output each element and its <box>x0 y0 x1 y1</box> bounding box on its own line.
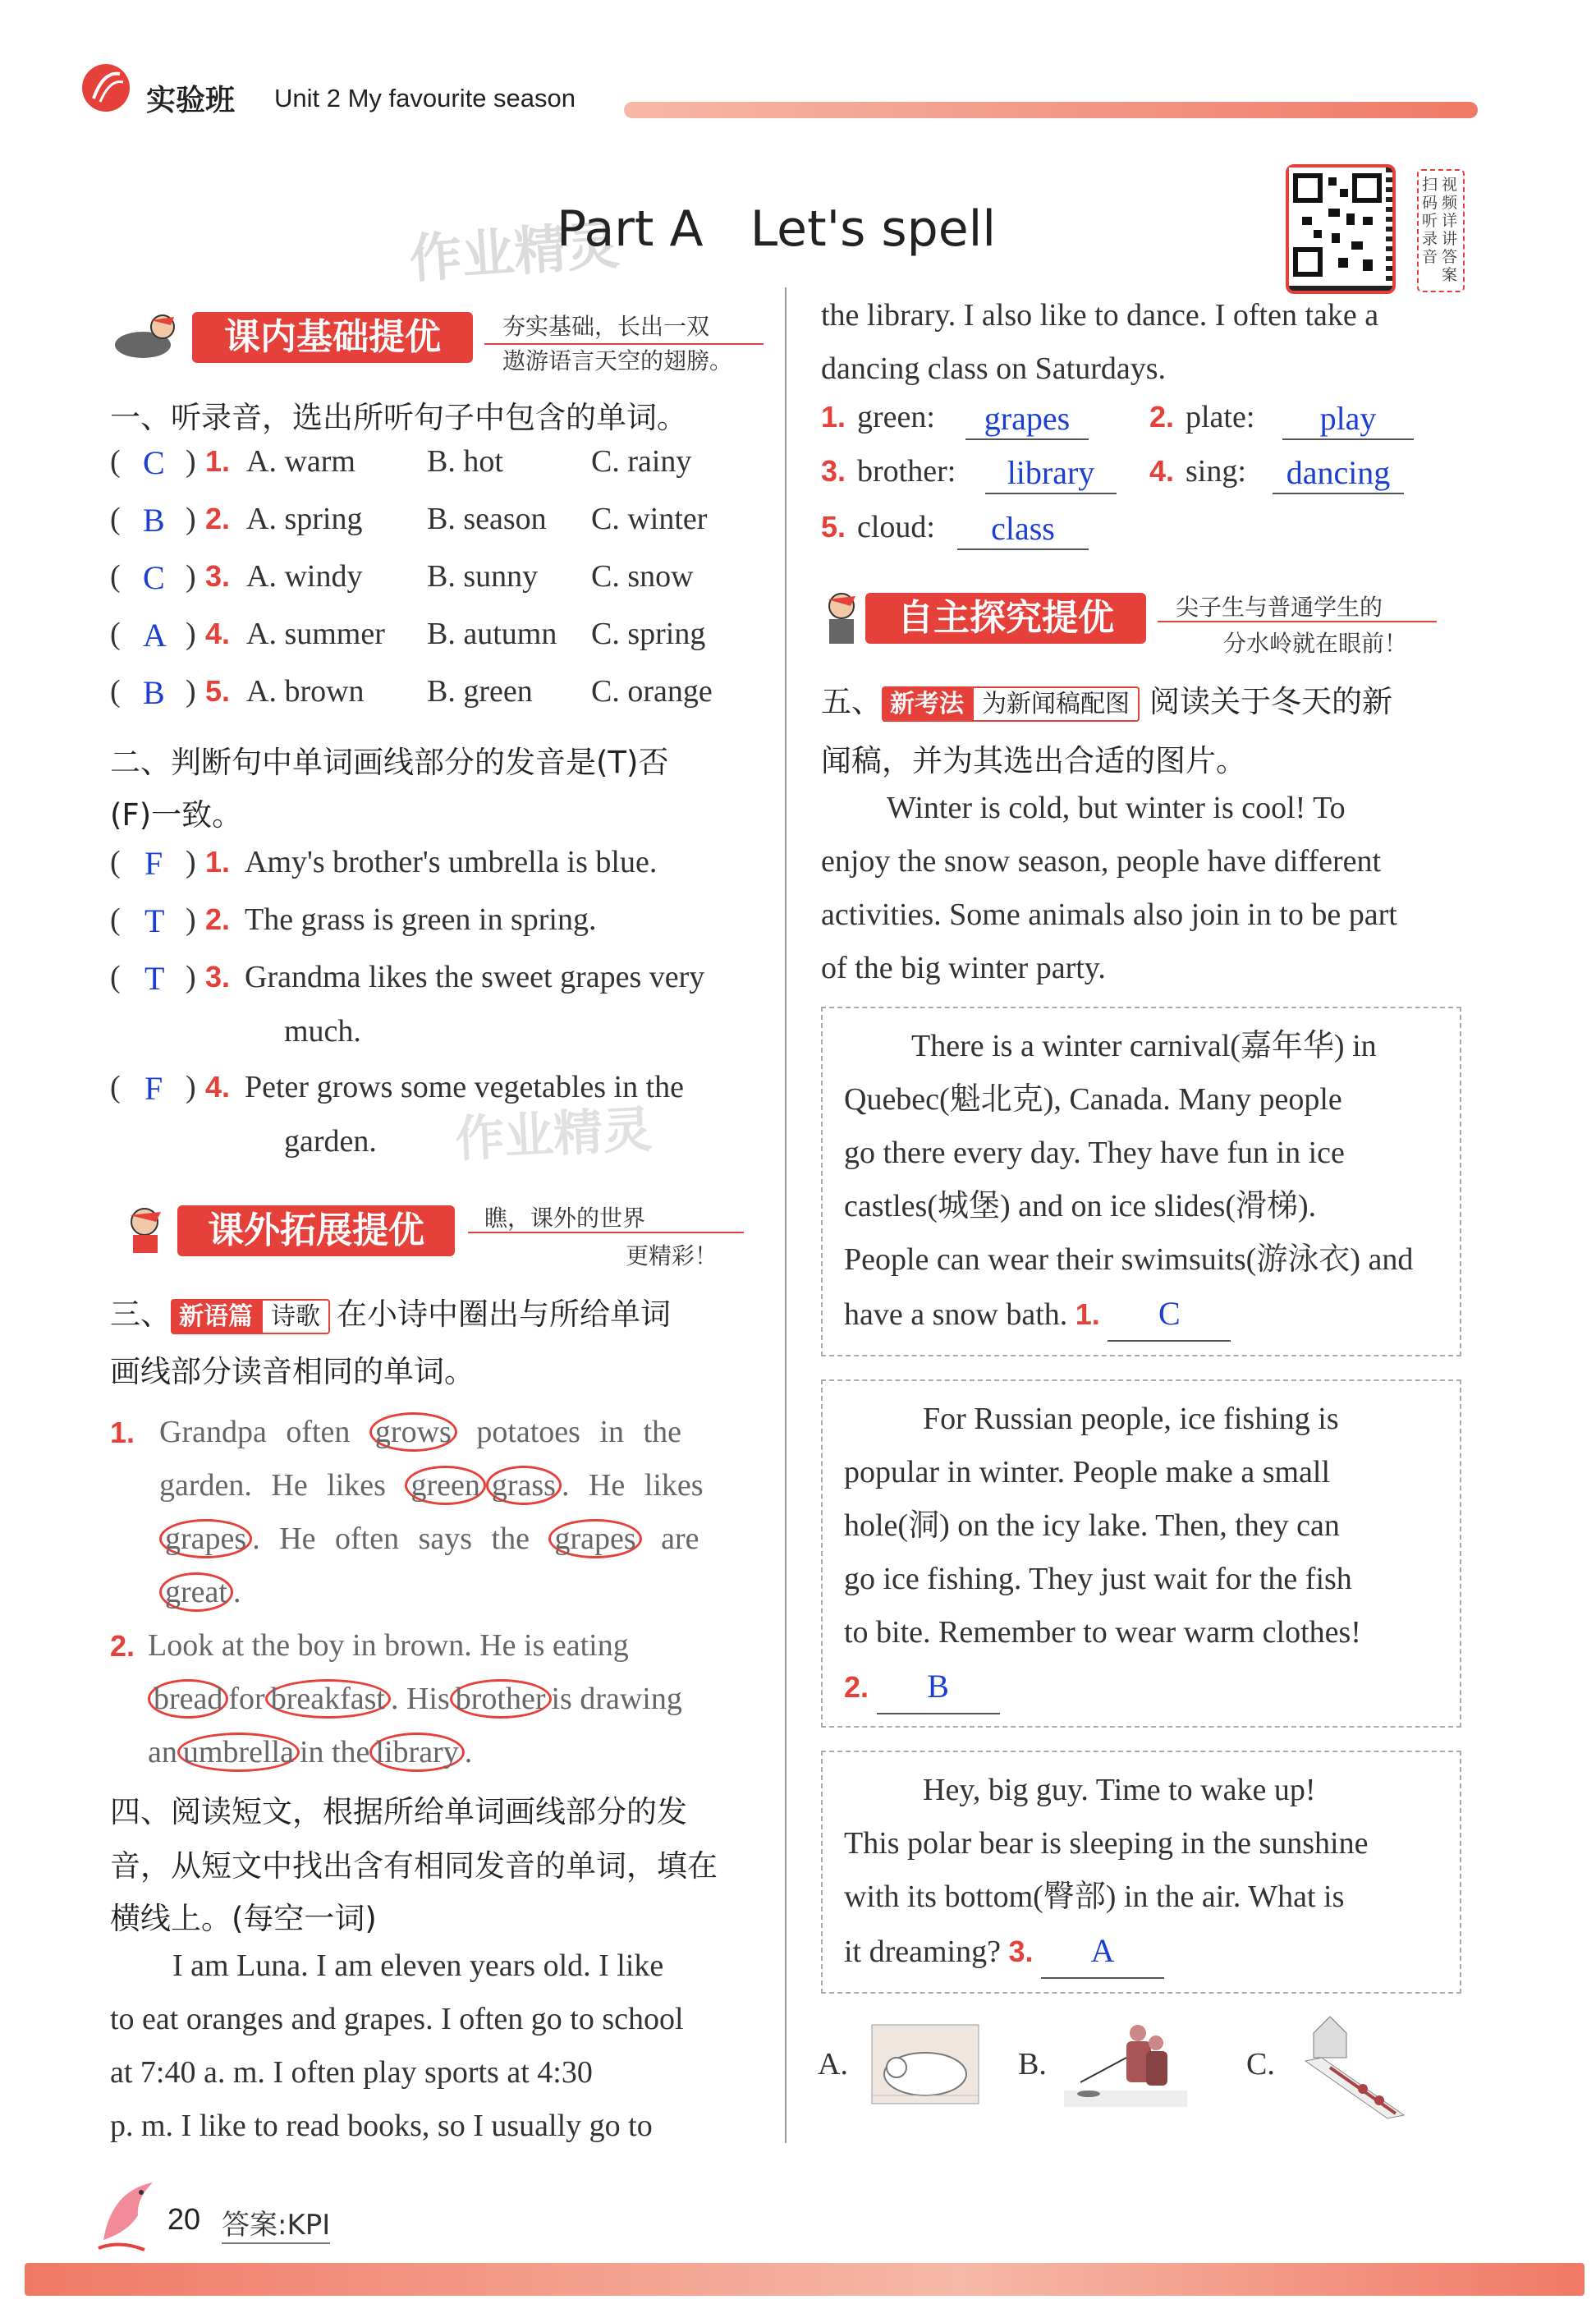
q3-circled-word[interactable]: grapes <box>159 1519 252 1558</box>
q1-option-c: C. winter <box>591 502 708 536</box>
ice-slide-picture-icon[interactable] <box>1297 2008 1420 2122</box>
q3-circled-word[interactable]: grapes <box>548 1519 641 1558</box>
q4-answer-row-2 <box>821 453 1478 503</box>
q2-sentence: Amy's brother's umbrella is blue. <box>245 845 658 879</box>
section-banner-self: 自主探究提优 <box>865 593 1146 644</box>
q3-circled-word[interactable]: grass <box>486 1466 562 1505</box>
slogan-basic-1: 夯实基础，长出一双 <box>502 313 710 340</box>
news-line: to bite. Remember to wear warm clothes! <box>844 1615 1361 1650</box>
news-answer-blank[interactable]: C <box>1108 1287 1231 1342</box>
q4-heading-3: 横线上。(每空一词) <box>110 1901 377 1936</box>
q4-passage-line: dancing class on Saturdays. <box>821 351 1167 386</box>
news-answer-number: 3. <box>1008 1935 1034 1968</box>
q2-heading: 二、判断句中单词画线部分的发音是(T)否 <box>110 745 669 780</box>
q2-item: ( F ) 4. Peter grows some vegetables in the garden. <box>110 1069 767 1168</box>
q4-answer-blank[interactable]: grapes <box>965 399 1089 440</box>
q1-answer[interactable]: A <box>143 617 167 654</box>
dolphin-mascot-icon <box>87 2174 169 2256</box>
q4-passage-line: to eat oranges and grapes. I often go to school <box>110 2002 684 2036</box>
q2-item: ( T ) 3. Grandma likes the sweet grapes very much. <box>110 959 767 1058</box>
pic-label-b: B. <box>1018 2047 1047 2081</box>
q4-given-word: plate: <box>1186 400 1255 434</box>
q2-answer[interactable]: T <box>144 902 165 939</box>
q3-text: . He often says the <box>252 1521 530 1556</box>
slogan-ext-2: 更精彩！ <box>626 1242 718 1269</box>
q3-text: . He likes <box>561 1468 704 1503</box>
news-answer-number: 2. <box>844 1670 869 1704</box>
slogan-ext-1: 瞧，课外的世界 <box>484 1205 646 1232</box>
news-line: popular in winter. People make a small <box>844 1455 1331 1489</box>
q2-number: 1. <box>205 845 231 879</box>
slogan-underline <box>484 343 764 345</box>
news-line: Hey, big guy. Time to wake up! <box>923 1773 1316 1807</box>
q1-number: 3. <box>205 559 231 593</box>
q3-text: Grandpa often <box>159 1415 351 1449</box>
news-answer-number: 1. <box>1075 1297 1100 1331</box>
q3-text: . <box>232 1575 241 1609</box>
news-line: Quebec(魁北克), Canada. Many people <box>844 1082 1342 1117</box>
q2-number: 4. <box>205 1070 231 1104</box>
news-line: go ice fishing. They just wait for the fish <box>844 1562 1352 1596</box>
q4-answer-number: 4. <box>1149 454 1175 488</box>
q3-poem-number: 1. <box>110 1416 135 1449</box>
q2-heading-2: (F)一致。 <box>110 797 243 833</box>
q4-given-word: brother: <box>857 454 956 489</box>
q3-circled-word[interactable]: breakfast <box>265 1679 391 1719</box>
q1-option-b: B. season <box>427 502 547 536</box>
q3-text: potatoes in the <box>476 1415 681 1449</box>
header-unit: Unit 2 My favourite season <box>274 84 576 112</box>
q1-number: 5. <box>205 674 231 708</box>
watermark-mid: 作业精灵 <box>453 1100 654 1169</box>
q3-text: garden. He likes <box>159 1468 386 1503</box>
q4-answer-blank[interactable]: class <box>957 509 1089 550</box>
news-line: hole(洞) on the icy lake. Then, they can <box>844 1508 1340 1543</box>
q3-poem-2 <box>110 1619 759 1783</box>
q2-answer[interactable]: T <box>144 960 165 997</box>
q3-text: for <box>228 1682 265 1716</box>
q2-item: ( T ) 2. The grass is green in spring. <box>110 902 597 939</box>
section-banner-ext: 课外拓展提优 <box>177 1205 455 1256</box>
news-answer-blank[interactable]: B <box>877 1659 1000 1714</box>
q1-row: ( A ) 4. A. summer B. autumn C. spring <box>110 617 706 654</box>
news-line: People can wear their swimsuits(游泳衣) and <box>844 1242 1414 1277</box>
section-banner-basic: 课内基础提优 <box>192 312 473 363</box>
q4-given-word: cloud: <box>857 510 935 544</box>
q3-circled-word[interactable]: grows <box>369 1412 457 1452</box>
q2-answer[interactable]: F <box>144 1070 163 1107</box>
q4-passage-line: I am Luna. I am eleven years old. I like <box>172 1948 664 1983</box>
q3-poem-number: 2. <box>110 1629 135 1663</box>
q5-intro-line: activities. Some animals also join in to be part <box>821 897 1397 932</box>
q5-heading-2: 闻稿，并为其选出合适的图片。 <box>821 743 1246 778</box>
q1-answer[interactable]: B <box>143 674 165 711</box>
slogan-self-2: 分水岭就在眼前！ <box>1223 630 1408 657</box>
q1-option-c: C. spring <box>591 617 706 651</box>
q1-option-b: B. green <box>427 674 533 709</box>
column-divider <box>785 287 787 2143</box>
polar-bear-picture-icon[interactable] <box>864 2017 987 2112</box>
q3-text: is drawing <box>551 1682 682 1716</box>
news-line: This polar bear is sleeping in the sunshine <box>844 1826 1369 1861</box>
ice-fishing-picture-icon[interactable] <box>1064 2008 1187 2115</box>
q2-sentence-cont: much. <box>284 1014 361 1049</box>
q3-tag-type: 诗歌 <box>261 1299 330 1334</box>
q4-answer-blank[interactable]: dancing <box>1273 453 1404 494</box>
q3-circled-word[interactable]: umbrella <box>177 1733 300 1772</box>
q4-passage-line: p. m. I like to read books, so I usually go to <box>110 2109 653 2143</box>
q4-heading-2: 音，从短文中找出含有相同发音的单词，填在 <box>110 1848 718 1884</box>
q1-number: 4. <box>205 617 231 650</box>
qr-code-icon <box>1286 164 1396 294</box>
news-box-1 <box>821 1007 1461 1356</box>
news-line: For Russian people, ice fishing is <box>923 1402 1339 1436</box>
q1-number: 2. <box>205 502 231 535</box>
q1-row: ( C ) 3. A. windy B. sunny C. snow <box>110 559 694 596</box>
q3-text: . <box>464 1735 473 1769</box>
q5-intro-line: enjoy the snow season, people have different <box>821 844 1382 879</box>
q1-option-a: A. summer <box>246 617 385 651</box>
footer-stripe <box>25 2263 1585 2296</box>
slogan-underline <box>1158 621 1437 622</box>
q1-option-a: A. spring <box>246 502 363 536</box>
qr-label-text2: 视频详讲答案 <box>1442 176 1458 284</box>
pic-label-c: C. <box>1246 2047 1275 2081</box>
q5-heading-text: 阅读关于冬天的新 <box>1149 684 1392 719</box>
q3-prefix: 三、 <box>110 1297 171 1332</box>
q1-option-b: B. sunny <box>427 559 539 594</box>
q3-poem-1 <box>110 1406 759 1619</box>
q3-circled-word[interactable]: great <box>159 1572 233 1612</box>
pic-label-a: A. <box>818 2047 848 2081</box>
q4-given-word: green: <box>857 400 935 434</box>
q1-option-c: C. orange <box>591 674 713 709</box>
q1-option-c: C. rainy <box>591 444 692 479</box>
q5-intro-line: of the big winter party. <box>821 951 1106 985</box>
q2-sentence: Peter grows some vegetables in the <box>245 1070 685 1104</box>
q3-circled-word[interactable]: bread <box>148 1679 228 1719</box>
q4-answer-row-3 <box>821 509 1478 558</box>
header-stripe <box>624 102 1478 118</box>
q1-row: ( B ) 5. A. brown B. green C. orange <box>110 674 713 711</box>
footer-answer-code: 答案:KPI <box>222 2202 330 2244</box>
q3-heading <box>110 1289 671 1333</box>
q3-circled-word[interactable]: library <box>369 1733 464 1772</box>
page-title: Part A Let's spell <box>557 200 997 258</box>
q3-text: Look at the boy in brown. He is eating <box>148 1628 629 1663</box>
q4-answer-row-1 <box>821 399 1478 448</box>
q4-answer-number: 2. <box>1149 400 1175 434</box>
q1-number: 1. <box>205 444 231 478</box>
q3-heading-text: 在小诗中圈出与所给单词 <box>337 1297 671 1332</box>
q3-tag-new: 新语篇 <box>171 1299 261 1334</box>
q1-option-b: B. autumn <box>427 617 557 651</box>
watermark-top: 作业精灵 <box>407 215 621 291</box>
news-line: There is a winter carnival(嘉年华) in <box>911 1029 1377 1063</box>
q3-heading-2: 画线部分读音相同的单词。 <box>110 1354 475 1389</box>
q1-heading: 一、听录音，选出所听句子中包含的单词。 <box>110 400 687 435</box>
q2-sentence: The grass is green in spring. <box>245 902 597 937</box>
page-number: 20 <box>167 2202 201 2236</box>
q4-given-word: sing: <box>1186 454 1246 489</box>
q1-answer[interactable]: B <box>143 502 165 539</box>
q1-option-a: A. warm <box>246 444 355 479</box>
q5-intro-line: Winter is cold, but winter is cool! To <box>887 791 1346 825</box>
q3-circled-word[interactable]: brother <box>450 1679 552 1719</box>
qr-label-text: 扫码听录音 <box>1422 176 1438 266</box>
news-line: castles(城堡) and on ice slides(滑梯). <box>844 1189 1317 1223</box>
news-box-2 <box>821 1379 1461 1728</box>
q2-sentence-cont: garden. <box>284 1124 377 1159</box>
slogan-underline <box>468 1232 744 1233</box>
q3-circled-word[interactable]: green <box>405 1466 485 1505</box>
mascot-icon <box>110 312 189 363</box>
q4-passage-line: the library. I also like to dance. I often take a <box>821 298 1379 333</box>
q1-option-a: A. windy <box>246 559 363 594</box>
q3-text: . His <box>390 1682 450 1716</box>
news-box-3 <box>821 1751 1461 1994</box>
q2-number: 2. <box>205 902 231 936</box>
slogan-self-1: 尖子生与普通学生的 <box>1176 594 1383 621</box>
qr-label <box>1417 169 1465 292</box>
q3-text: are <box>661 1521 699 1556</box>
q5-tag-type: 为新闻稿配图 <box>972 686 1140 722</box>
q4-answer-blank[interactable]: library <box>985 453 1117 494</box>
q2-number: 3. <box>205 960 231 994</box>
news-answer-blank[interactable]: A <box>1041 1924 1164 1979</box>
q2-answer[interactable]: F <box>144 845 163 882</box>
q3-text: an <box>148 1735 177 1769</box>
news-line: with its bottom(臀部) in the air. What is <box>844 1879 1345 1914</box>
news-line: go there every day. They have fun in ice <box>844 1136 1345 1170</box>
q4-passage-left <box>110 1939 759 2153</box>
q4-answer-blank[interactable]: play <box>1282 399 1414 440</box>
q5-tag-new: 新考法 <box>882 686 972 722</box>
q1-row: ( C ) 1. A. warm B. hot C. rainy <box>110 444 692 481</box>
q1-option-c: C. snow <box>591 559 694 594</box>
news-line: have a snow bath. <box>844 1297 1068 1332</box>
q1-row: ( B ) 2. A. spring B. season C. winter <box>110 502 708 539</box>
mascot-icon-2 <box>110 1204 181 1256</box>
news-line: it dreaming? <box>844 1935 1001 1969</box>
slogan-basic-2: 遨游语言天空的翅膀。 <box>502 347 733 374</box>
q4-answer-number: 3. <box>821 454 846 488</box>
q4-passage-right <box>821 289 1478 396</box>
mascot-icon-3 <box>818 588 865 647</box>
q2-sentence: Grandma likes the sweet grapes very <box>245 960 705 994</box>
q5-heading <box>821 677 1392 721</box>
q4-heading: 四、阅读短文，根据所给单词画线部分的发 <box>110 1794 687 1829</box>
q3-text: in the <box>299 1735 370 1769</box>
q1-option-a: A. brown <box>246 674 365 709</box>
q1-answer[interactable]: C <box>143 559 165 596</box>
q5-prefix: 五、 <box>821 684 882 719</box>
q1-option-b: B. hot <box>427 444 503 479</box>
header-brand: 实验班 <box>146 84 236 117</box>
q4-answer-number: 1. <box>821 400 846 434</box>
q2-item: ( F ) 1. Amy's brother's umbrella is blue. <box>110 845 658 882</box>
q1-answer[interactable]: C <box>143 444 165 481</box>
q4-answer-number: 5. <box>821 510 846 544</box>
header-logo-icon <box>82 64 130 112</box>
q4-passage-line: at 7:40 a. m. I often play sports at 4:30 <box>110 2055 593 2090</box>
q5-intro <box>821 782 1470 995</box>
